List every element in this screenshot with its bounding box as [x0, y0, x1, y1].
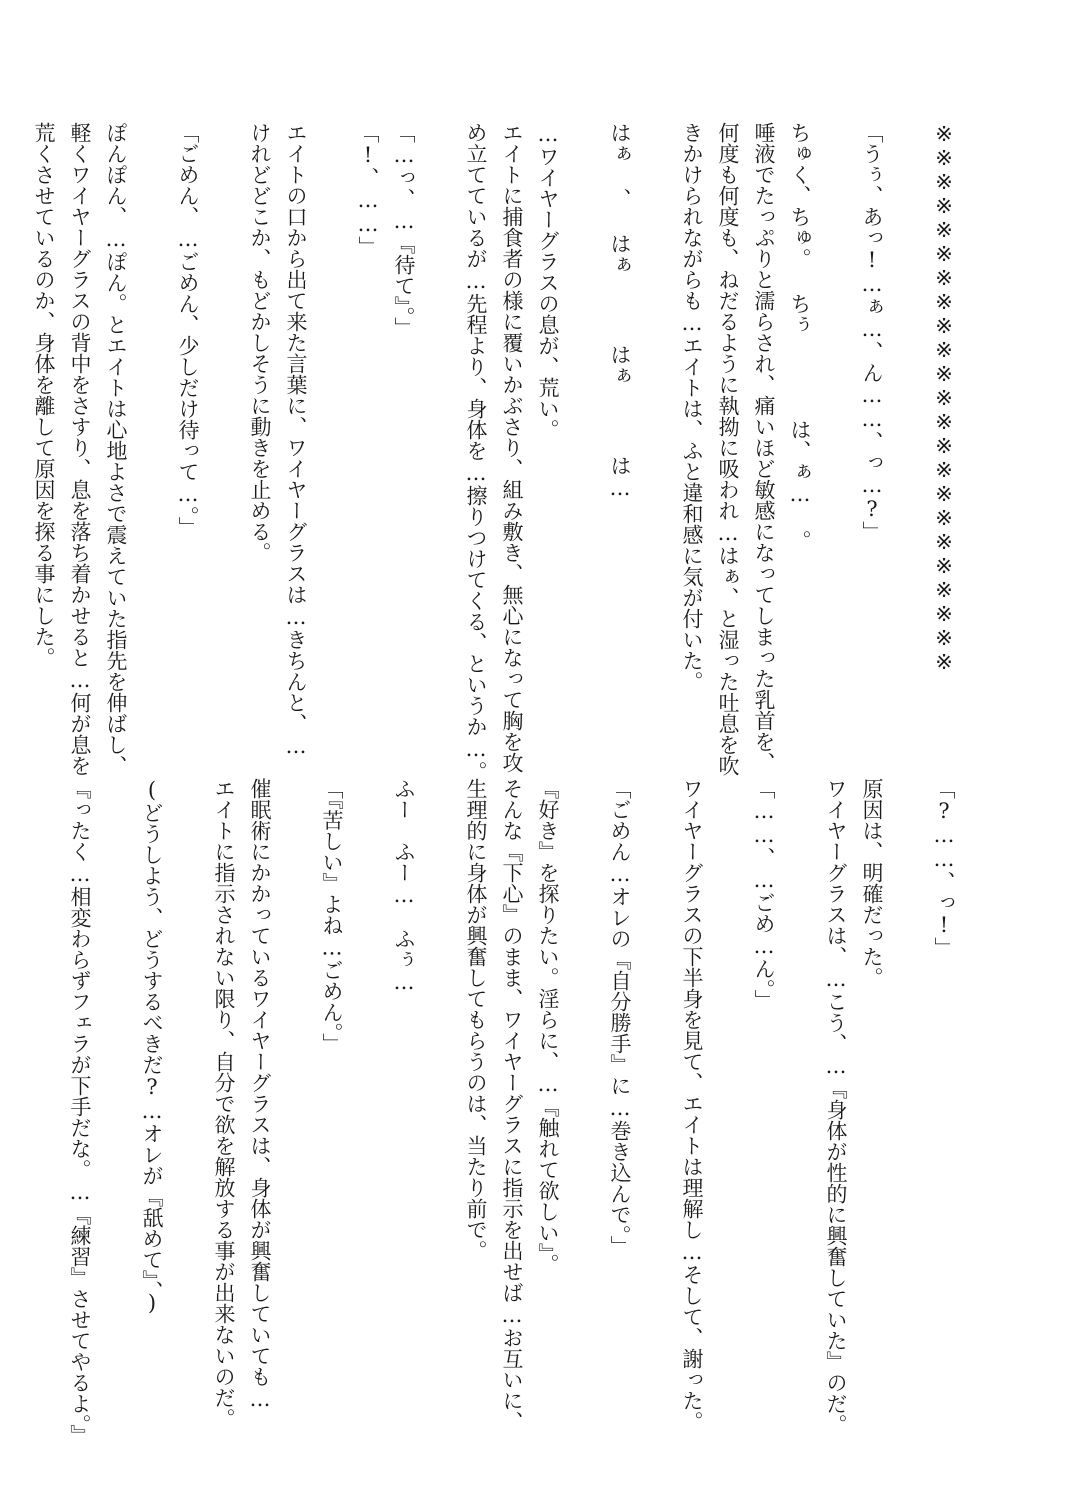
- text-line: 『ったく…相変わらずフェラが下手だな。…『練習』させてやるよ。』: [68, 778, 92, 1446]
- blank-line: [818, 122, 854, 682]
- blank-line: [638, 122, 674, 682]
- text-line: 原因は、明確だった。: [860, 778, 884, 988]
- blank-line: [278, 778, 314, 1398]
- blank-line: [134, 122, 170, 682]
- text-line: けれどどこか、もどかしそうに動きを止める。: [248, 122, 272, 563]
- blank-line: [782, 778, 818, 1398]
- text-line: 「うぅ、あっ!…ぁ…、ん……、っ…?」: [860, 122, 884, 542]
- blank-line: [890, 778, 926, 1398]
- text-line: 軽くワイヤーグラスの背中をさすり、息を落ち着かせると…何が息を: [68, 122, 92, 776]
- text-line: 生理的に身体が興奮してもらうのは、当たり前で。: [464, 778, 488, 1261]
- blank-line: [98, 778, 134, 1398]
- top-text-section: [32, 122, 962, 782]
- text-line: 催眠術にかかっているワイヤーグラスは、身体が興奮していても…: [248, 778, 272, 1411]
- text-line: 「…っ、…『待て』。」: [392, 122, 416, 338]
- text-line: そんな『下心』のまま、ワイヤーグラスに指示を出せば…お互いに、: [500, 778, 524, 1432]
- text-line: ふー ふー… ふぅ…: [392, 778, 416, 994]
- blank-line: [314, 122, 350, 682]
- blank-line: [638, 778, 674, 1398]
- text-line: …ワイヤーグラスの息が、荒い。: [536, 122, 560, 440]
- text-line: 「ごめん、…ごめん、少しだけ待って…。」: [176, 122, 200, 538]
- blank-line: [890, 122, 926, 682]
- text-line: はぁ 、 はぁ はぁ は…: [608, 122, 632, 500]
- text-line: ちゅく、ちゅ。 ちぅ は、ぁ… 。: [788, 122, 812, 551]
- blank-line: [422, 122, 458, 682]
- text-line: 荒くさせているのか、身体を離して原因を探る事にした。: [32, 122, 56, 668]
- text-line: エイトに捕食者の様に覆いかぶさり、組み敷き、無心になって胸を攻: [500, 122, 524, 773]
- text-line: 唾液でたっぷりと濡らされ、痛いほど敏感になってしまった乳首を、: [752, 122, 776, 773]
- text-line: ワイヤーグラスの下半身を見て、エイトは理解し…そして、謝った。: [680, 778, 704, 1432]
- text-line: 何度も何度も、ねだるように執拗に吸われ…はぁ、と湿った吐息を吹: [716, 122, 740, 776]
- text-line: 「……、…ごめ…ん。」: [752, 778, 776, 1011]
- text-line: め立てているが…先程より、身体を…擦りつけてくる、というか…。: [464, 122, 488, 782]
- text-line: 「『苦しい』よね…ごめん。」: [320, 778, 344, 1054]
- blank-line: [350, 778, 386, 1398]
- text-line: ぽんぽん、…ぽん。とエイトは心地よさで震えていた指先を伸ばし、: [104, 122, 128, 776]
- text-line: 「!、……」: [356, 122, 380, 257]
- text-line: 『好き』を探りたい。淫らに、…『触れて欲しい』。: [536, 778, 560, 1275]
- blank-line: [566, 778, 602, 1398]
- text-line: きかけられながらも…エイトは、ふと違和感に気が付いた。: [680, 122, 704, 692]
- blank-line: [422, 778, 458, 1398]
- blank-line: [710, 778, 746, 1398]
- text-line: ※※※※※※※※※※※※※※※※※※※※※※※: [932, 122, 956, 674]
- bottom-text-section: [68, 778, 962, 1446]
- text-line: (どうしよう、どうするべきだ?…オレが『舐めて』、): [140, 778, 164, 1315]
- text-line: エイトに指示されない限り、自分で欲を解放する事が出来ないのだ。: [212, 778, 236, 1429]
- text-line: ワイヤーグラスは、…こう、…『身体が性的に興奮していた』のだ。: [824, 778, 848, 1435]
- text-line: 「?……、っ!」: [932, 778, 956, 958]
- blank-line: [206, 122, 242, 682]
- blank-line: [566, 122, 602, 682]
- text-line: エイトの口から出て来た言葉に、ワイヤーグラスは…きちんと、…: [284, 122, 308, 758]
- text-line: 「ごめん…オレの『自分勝手』に…巻き込んで。」: [608, 778, 632, 1257]
- blank-line: [170, 778, 206, 1398]
